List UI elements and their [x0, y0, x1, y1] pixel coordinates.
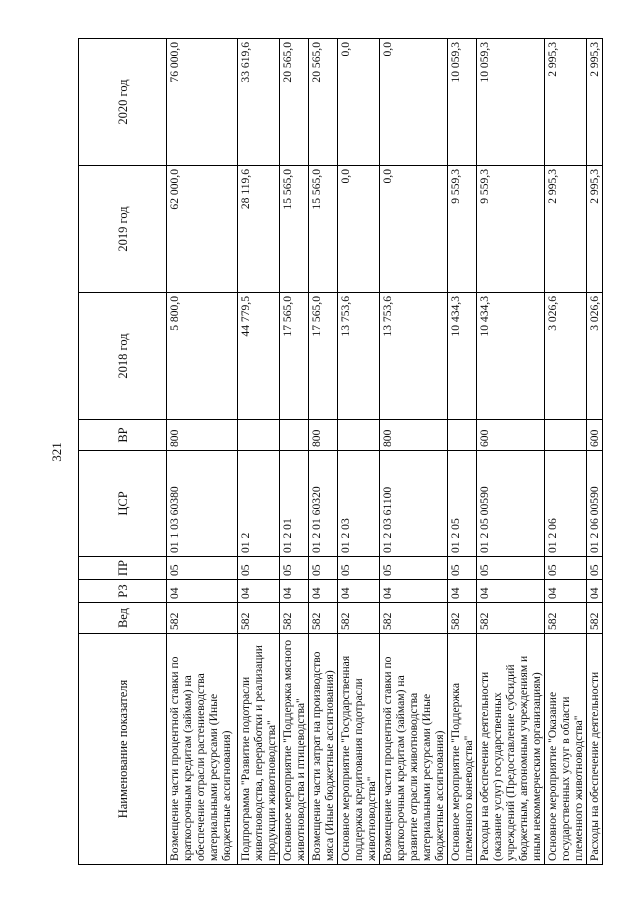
- cell-pr: 05: [447, 557, 476, 580]
- cell-vr: [337, 420, 379, 451]
- cell-pr: 05: [476, 557, 544, 580]
- cell-ved: 582: [586, 603, 602, 634]
- cell-ved: 582: [544, 603, 586, 634]
- cell-ved: 582: [447, 603, 476, 634]
- cell-ved: 582: [238, 603, 280, 634]
- cell-vr: [238, 420, 280, 451]
- cell-2018: 44 779,5: [238, 293, 280, 420]
- cell-csr: 01 2 01 60320: [308, 451, 337, 557]
- cell-2020: 0,0: [379, 39, 447, 166]
- cell-ved: 582: [308, 603, 337, 634]
- cell-2018: 3 026,6: [544, 293, 586, 420]
- table-row: [279, 39, 308, 865]
- cell-rz: 04: [476, 580, 544, 603]
- table-header-row: [79, 39, 167, 865]
- cell-csr: 01 2 03: [337, 451, 379, 557]
- cell-rz: 04: [308, 580, 337, 603]
- cell-2019: 0,0: [337, 166, 379, 293]
- cell-2018: 10 434,3: [447, 293, 476, 420]
- cell-2019: 15 565,0: [308, 166, 337, 293]
- cell-pr: 05: [308, 557, 337, 580]
- cell-2018: 13 753,6: [337, 293, 379, 420]
- cell-csr: 01 2: [238, 451, 280, 557]
- cell-csr: 01 2 06 00590: [586, 451, 602, 557]
- cell-ved: 582: [279, 603, 308, 634]
- cell-2018: 13 753,6: [379, 293, 447, 420]
- cell-2020: 10 059,3: [447, 39, 476, 166]
- cell-rz: 04: [447, 580, 476, 603]
- table-row: [476, 39, 544, 865]
- cell-ved: 582: [337, 603, 379, 634]
- header-ved: Вед: [79, 603, 167, 634]
- cell-2019: 2 995,3: [544, 166, 586, 293]
- header-2018: 2018 год: [79, 293, 167, 420]
- cell-csr: 01 2 05: [447, 451, 476, 557]
- cell-pr: 05: [279, 557, 308, 580]
- cell-2018: 17 565,0: [308, 293, 337, 420]
- cell-2020: 20 565,0: [308, 39, 337, 166]
- cell-2019: 9 559,3: [447, 166, 476, 293]
- header-csr: ЦСР: [79, 451, 167, 557]
- cell-csr: 01 2 01: [279, 451, 308, 557]
- cell-vr: [447, 420, 476, 451]
- table-row: [238, 39, 280, 865]
- table-row: [167, 39, 238, 865]
- cell-vr: [544, 420, 586, 451]
- cell-rz: 04: [544, 580, 586, 603]
- header-rz: РЗ: [79, 580, 167, 603]
- cell-2020: 76 000,0: [167, 39, 238, 166]
- header-pr: ПР: [79, 557, 167, 580]
- cell-ved: 582: [379, 603, 447, 634]
- table-row: [337, 39, 379, 865]
- cell-csr: 01 2 06: [544, 451, 586, 557]
- table-row: [586, 39, 602, 865]
- cell-2019: 9 559,3: [476, 166, 544, 293]
- cell-2020: 2 995,3: [586, 39, 602, 166]
- cell-csr: 01 2 05 00590: [476, 451, 544, 557]
- cell-ved: 582: [476, 603, 544, 634]
- table-row: [544, 39, 586, 865]
- cell-rz: 04: [167, 580, 238, 603]
- page-number: 321: [49, 442, 64, 462]
- table-body: [167, 39, 603, 865]
- cell-vr: 600: [476, 420, 544, 451]
- cell-vr: [279, 420, 308, 451]
- table-row: [447, 39, 476, 865]
- cell-2020: 33 619,6: [238, 39, 280, 166]
- cell-2019: 2 995,3: [586, 166, 602, 293]
- cell-name: Возмещение части затрат на производство мяса (Иные бюджетные ассигнования): [308, 634, 337, 865]
- cell-2018: 10 434,3: [476, 293, 544, 420]
- cell-rz: 04: [586, 580, 602, 603]
- cell-2018: 5 800,0: [167, 293, 238, 420]
- cell-vr: 800: [308, 420, 337, 451]
- cell-2019: 15 565,0: [279, 166, 308, 293]
- cell-name: Подпрограмма "Развитие подотрасли животноводства, переработки и реализации продукции животноводства": [238, 634, 280, 865]
- cell-pr: 05: [379, 557, 447, 580]
- cell-2019: 0,0: [379, 166, 447, 293]
- budget-table-container: [78, 39, 601, 865]
- cell-2018: 3 026,6: [586, 293, 602, 420]
- cell-pr: 05: [586, 557, 602, 580]
- cell-name: Расходы на обеспечение деятельности (оказание услуг) государственных учреждений (Предоставление субсидий бюджетным, автономным учреждениям и иным некоммерческим организациям): [476, 634, 544, 865]
- budget-table: [78, 38, 603, 865]
- cell-vr: 800: [167, 420, 238, 451]
- cell-2018: 17 565,0: [279, 293, 308, 420]
- cell-2020: 10 059,3: [476, 39, 544, 166]
- cell-pr: 05: [337, 557, 379, 580]
- cell-name: Основное мероприятие "Государственная поддержка кредитования подотрасли животноводства": [337, 634, 379, 865]
- cell-ved: 582: [167, 603, 238, 634]
- cell-csr: 01 2 03 61100: [379, 451, 447, 557]
- cell-pr: 05: [167, 557, 238, 580]
- header-vr: ВР: [79, 420, 167, 451]
- cell-rz: 04: [238, 580, 280, 603]
- header-2019: 2019 год: [79, 166, 167, 293]
- cell-2020: 20 565,0: [279, 39, 308, 166]
- cell-2019: 28 119,6: [238, 166, 280, 293]
- cell-2019: 62 000,0: [167, 166, 238, 293]
- cell-rz: 04: [379, 580, 447, 603]
- cell-name: Основное мероприятие "Поддержка мясного животноводства и птицеводства": [279, 634, 308, 865]
- cell-vr: 800: [379, 420, 447, 451]
- cell-vr: 600: [586, 420, 602, 451]
- cell-name: Расходы на обеспечение деятельности: [586, 634, 602, 865]
- cell-name: Возмещение части процентной ставки по краткосрочным кредитам (займам) на развитие отрасли животноводства материальными ресурсами (Иные бюджетные ассигнования): [379, 634, 447, 865]
- cell-rz: 04: [279, 580, 308, 603]
- cell-pr: 05: [238, 557, 280, 580]
- cell-2020: 0,0: [337, 39, 379, 166]
- cell-name: Основное мероприятие "Поддержка племенного коневодства": [447, 634, 476, 865]
- cell-name: Возмещение части процентной ставки по краткосрочным кредитам (займам) на обеспечение отрасли растениеводства материальными ресурсами (Иные бюджетные ассигнования): [167, 634, 238, 865]
- cell-rz: 04: [337, 580, 379, 603]
- table-row: [379, 39, 447, 865]
- cell-name: Основное мероприятие "Оказание государственных услуг в области племенного животноводства": [544, 634, 586, 865]
- header-2020: 2020 год: [79, 39, 167, 166]
- table-row: [308, 39, 337, 865]
- cell-pr: 05: [544, 557, 586, 580]
- header-name: Наименование показателя: [79, 634, 167, 865]
- cell-2020: 2 995,3: [544, 39, 586, 166]
- cell-csr: 01 1 03 60380: [167, 451, 238, 557]
